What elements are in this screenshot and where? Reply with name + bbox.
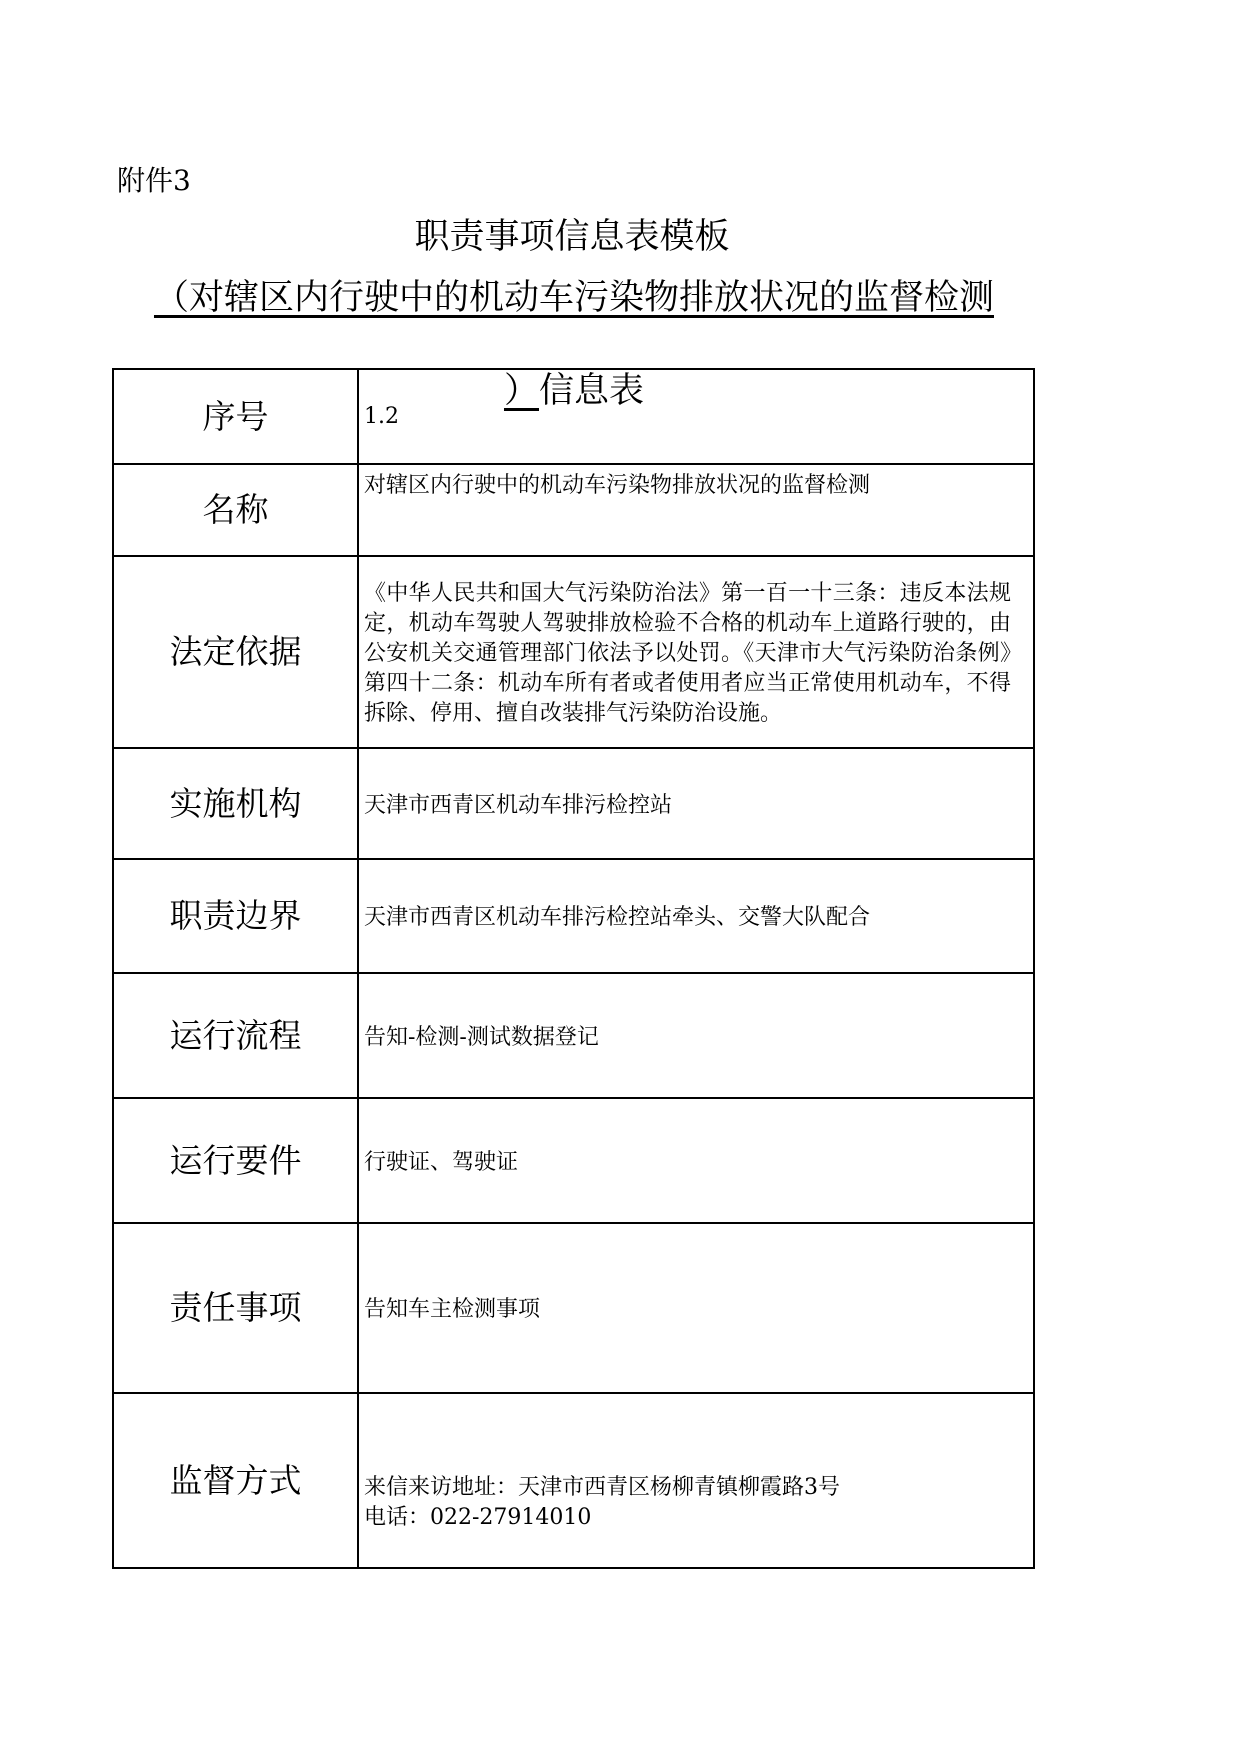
subtitle-closing-paren: ） <box>503 371 539 411</box>
row-value-agency: 天津市西青区机动车排污检控站 <box>358 748 1034 859</box>
row-value-process: 告知-检测-测试数据登记 <box>358 973 1034 1098</box>
row-label: 序号 <box>113 369 358 464</box>
supervision-address: 来信来访地址：天津市西青区杨柳青镇柳霞路3号 <box>364 1475 840 1500</box>
page-title: 职责事项信息表模板 <box>414 217 730 257</box>
info-table <box>112 368 1035 1569</box>
row-label: 职责边界 <box>113 859 358 973</box>
row-value-supervision <box>358 1393 1034 1568</box>
table-row <box>113 1393 1034 1568</box>
table-row <box>113 859 1034 973</box>
row-label: 运行要件 <box>113 1098 358 1223</box>
subtitle-line1-text: （对辖区内行驶中的机动车污染物排放状况的监督检测 <box>153 278 994 318</box>
table-row <box>113 464 1034 556</box>
row-value-responsibility: 告知车主检测事项 <box>358 1223 1034 1393</box>
subtitle-line2-text: 信息表 <box>539 371 645 411</box>
row-value-boundary: 天津市西青区机动车排污检控站牵头、交警大队配合 <box>358 859 1034 973</box>
row-value-name: 对辖区内行驶中的机动车污染物排放状况的监督检测 <box>358 464 1034 556</box>
subtitle-line1 <box>124 273 1024 323</box>
table-row <box>113 748 1034 859</box>
row-value-serial: 1.2 <box>358 369 1034 464</box>
supervision-phone: 电话：022-27914010 <box>364 1505 592 1530</box>
row-value-legal-basis: 《中华人民共和国大气污染防治法》第一百一十三条：违反本法规定，机动车驾驶人驾驶排放检验不合格的机动车上道路行驶的，由公安机关交通管理部门依法予以处罚。《天津市大气污染防治条例》第四十二条：机动车所有者或者使用者应当正常使用机动车，不得拆除、停用、擅自改装排气污染防治设施。 <box>358 556 1034 748</box>
table-row <box>113 369 1034 464</box>
table-row <box>113 1223 1034 1393</box>
row-label: 监督方式 <box>113 1393 358 1568</box>
row-label: 责任事项 <box>113 1223 358 1393</box>
table-row <box>113 973 1034 1098</box>
row-label: 实施机构 <box>113 748 358 859</box>
row-label: 法定依据 <box>113 556 358 748</box>
row-label: 名称 <box>113 464 358 556</box>
table-row <box>113 1098 1034 1223</box>
table-row <box>113 556 1034 748</box>
attachment-label: 附件3 <box>117 164 191 197</box>
row-value-requirements: 行驶证、驾驶证 <box>358 1098 1034 1223</box>
row-label: 运行流程 <box>113 973 358 1098</box>
